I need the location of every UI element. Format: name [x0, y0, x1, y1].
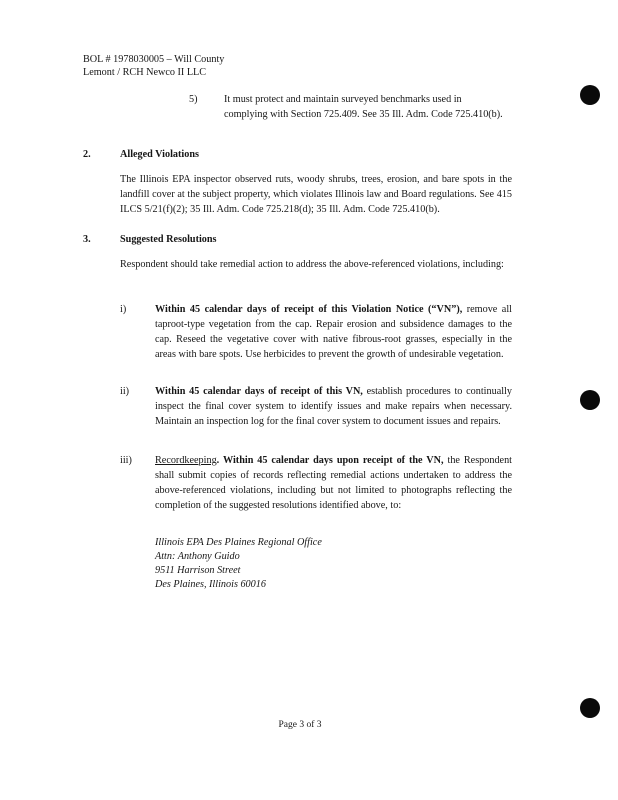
item-iii-body: the Respondent shall submit copies of records reflecting remedial actions undertaken to address the above-referenced violations, including but not limited to photographs reflecting the completion of the suggested resolutions identified above, to: [155, 455, 512, 511]
section-2-body: The Illinois EPA inspector observed ruts, woody shrubs, trees, erosion, and bare spots in the landfill cover at the subject property, which violates Illinois law and Board regulations. See 415 ILCS 5/21(f)(2); 35 Ill. Adm. Code 725.218(d); 35 Ill. Adm. Code 725.410(b). [120, 174, 512, 215]
section-3-intro: Respondent should take remedial action to address the above-referenced violations, including: [120, 259, 504, 270]
punch-hole [580, 85, 600, 105]
header-line-2: Lemont / RCH Newco II LLC [83, 67, 207, 78]
item-ii-body: establish procedures to continually inspect the final cover system to identify issues and make repairs when necessary. Maintain an inspection log for the final cover system to document issues and repairs. [155, 386, 512, 427]
item-i-number: i) [120, 304, 127, 315]
section-2-title: Alleged Violations [120, 149, 199, 160]
section-2-number: 2. [83, 149, 91, 160]
item-5-text: It must protect and maintain surveyed benchmarks used in complying with Section 725.409. See 35 Ill. Adm. Code 725.410(b). [224, 94, 503, 120]
mailing-address [155, 536, 322, 592]
item-ii-text [155, 384, 512, 429]
item-ii-number: ii) [120, 386, 130, 397]
address-line-2: Attn: Anthony Guido [155, 551, 240, 562]
item-5-number: 5) [189, 94, 198, 105]
address-line-3: 9511 Harrison Street [155, 565, 241, 576]
item-iii-deadline: . Within 45 calendar days upon receipt of the VN, [216, 455, 444, 466]
address-line-1: Illinois EPA Des Plaines Regional Office [155, 537, 322, 548]
document-header [83, 53, 224, 79]
item-i-text [155, 302, 512, 362]
item-i-deadline: Within 45 calendar days of receipt of this Violation Notice (“VN”), [155, 304, 463, 315]
address-line-4: Des Plaines, Illinois 60016 [155, 579, 266, 590]
item-ii-deadline: Within 45 calendar days of receipt of this VN, [155, 386, 363, 397]
item-iii-number: iii) [120, 455, 132, 466]
punch-hole [580, 698, 600, 718]
item-iii-text [155, 453, 512, 513]
section-3-number: 3. [83, 234, 91, 245]
item-iii-label: Recordkeeping [155, 455, 217, 466]
punch-hole [580, 390, 600, 410]
header-line-1: BOL # 1978030005 – Will County [83, 54, 225, 65]
section-3-title: Suggested Resolutions [120, 234, 217, 245]
item-i-body: remove all taproot-type vegetation from the cap. Repair erosion and subsidence damages to the cap. Reseed the vegetative cover with native fibrous-root grasses, especially in the areas with bare spots. Use herbicides to prevent the growth of undesirable vegetation. [155, 304, 512, 360]
page-number: Page 3 of 3 [278, 720, 322, 730]
